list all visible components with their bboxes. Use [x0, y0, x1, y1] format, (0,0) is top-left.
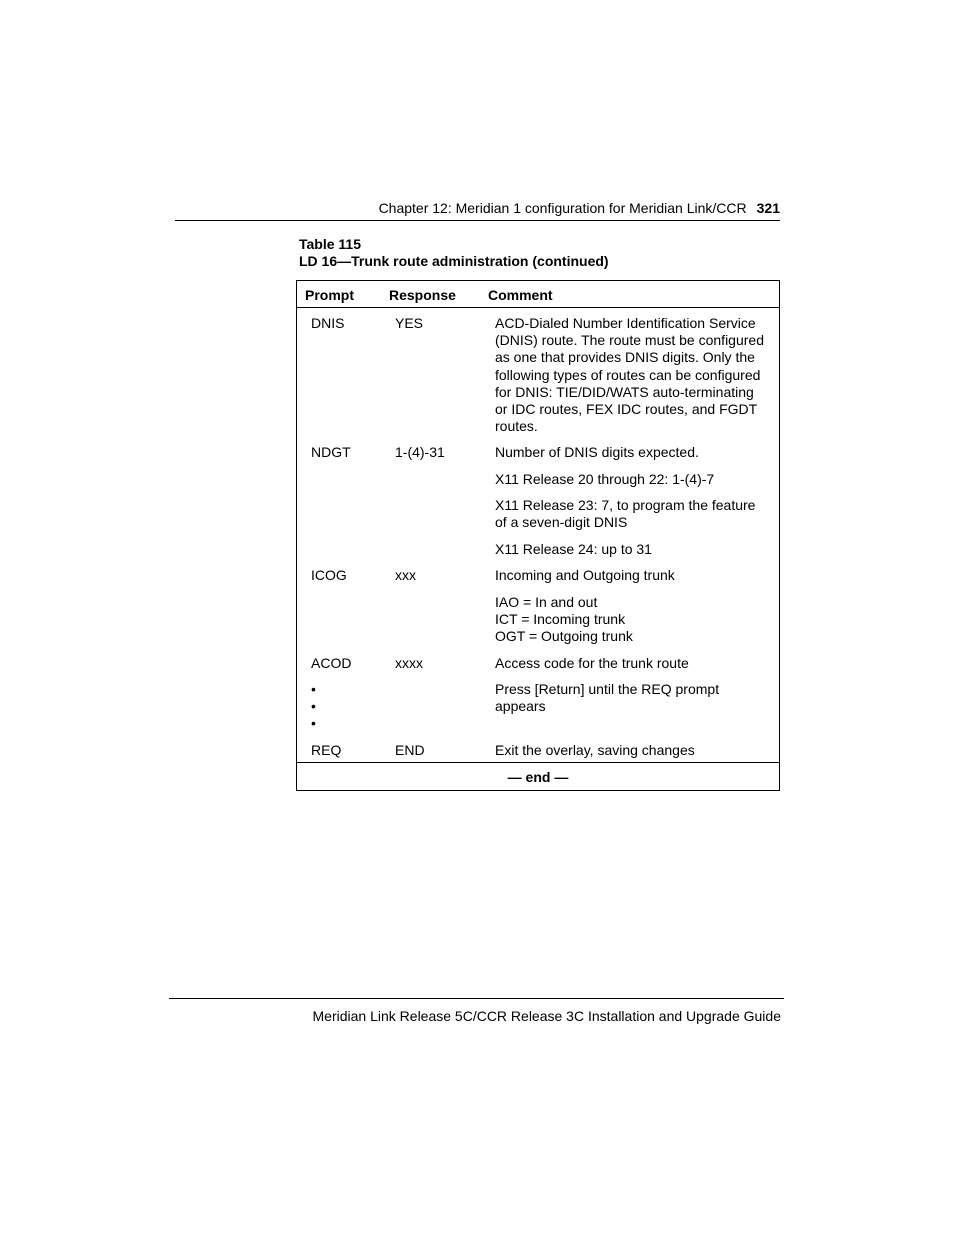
- comment-line: Press [Return] until the REQ prompt: [495, 681, 720, 697]
- response-acod: xxxx: [395, 655, 423, 671]
- table-header-row: [297, 281, 779, 308]
- comment-req: Exit the overlay, saving changes: [495, 742, 695, 758]
- column-header-response: Response: [389, 287, 456, 303]
- option-line: OGT = Outgoing trunk: [495, 628, 633, 645]
- table-title: LD 16—Trunk route administration (continued): [299, 253, 609, 269]
- comment-line: ACD-Dialed Number Identification Service: [495, 315, 756, 331]
- response-dnis: YES: [395, 315, 424, 331]
- comment-line: routes.: [495, 418, 538, 435]
- prompt-icog: ICOG: [311, 567, 347, 583]
- header-rule: [175, 220, 780, 221]
- comment-line: following types of routes can be configured: [495, 366, 761, 383]
- note-line: X11 Release 23: 7, to program the feature: [495, 497, 756, 513]
- comment-acod: Access code for the trunk route: [495, 655, 689, 671]
- footer-rule: [169, 998, 784, 999]
- table-number: Table 115: [299, 236, 362, 252]
- comment-ndgt: Number of DNIS digits expected.: [495, 444, 699, 460]
- prompt-ndgt: NDGT: [311, 444, 351, 460]
- bullet: •: [311, 698, 316, 715]
- bullet: •: [311, 715, 316, 732]
- comment-dnis: [495, 315, 764, 435]
- note-ndgt-release-20-22: X11 Release 20 through 22: 1-(4)-7: [495, 471, 715, 487]
- option-line: IAO = In and out: [495, 594, 598, 610]
- page-number: 321: [756, 200, 780, 216]
- note-ndgt-release-24: X11 Release 24: up to 31: [495, 541, 652, 557]
- table-caption: [299, 236, 609, 270]
- response-ndgt: 1-(4)-31: [395, 444, 445, 460]
- footer-text: Meridian Link Release 5C/CCR Release 3C Installation and Upgrade Guide: [312, 1008, 781, 1024]
- column-header-comment: Comment: [488, 287, 553, 303]
- bullet: •: [311, 681, 316, 697]
- response-icog: xxx: [395, 567, 416, 583]
- response-req: END: [395, 742, 425, 758]
- option-line: ICT = Incoming trunk: [495, 611, 626, 628]
- options-icog: [495, 594, 633, 646]
- table-footer-row: [297, 762, 779, 791]
- column-header-prompt: Prompt: [305, 287, 354, 303]
- end-marker: — end —: [507, 769, 569, 785]
- comment-icog: Incoming and Outgoing trunk: [495, 567, 675, 583]
- note-ndgt-release-23: [495, 497, 755, 531]
- comment-line: as one that provides DNIS digits. Only the: [495, 349, 755, 366]
- continuation-bullets: [311, 681, 316, 733]
- comment-line: (DNIS) route. The route must be configured: [495, 332, 764, 349]
- data-table: [296, 280, 780, 791]
- comment-line: or IDC routes, FEX IDC routes, and FGDT: [495, 401, 758, 418]
- comment-line: appears: [495, 698, 546, 715]
- comment-line: for DNIS: TIE/DID/WATS auto-terminating: [495, 383, 754, 400]
- header-text: [379, 200, 780, 216]
- prompt-dnis: DNIS: [311, 315, 345, 331]
- prompt-acod: ACOD: [311, 655, 352, 671]
- note-line: of a seven-digit DNIS: [495, 514, 628, 531]
- comment-continue: [495, 681, 719, 715]
- prompt-req: REQ: [311, 742, 342, 758]
- chapter-title: Chapter 12: Meridian 1 configuration for Meridian Link/CCR: [378, 200, 747, 216]
